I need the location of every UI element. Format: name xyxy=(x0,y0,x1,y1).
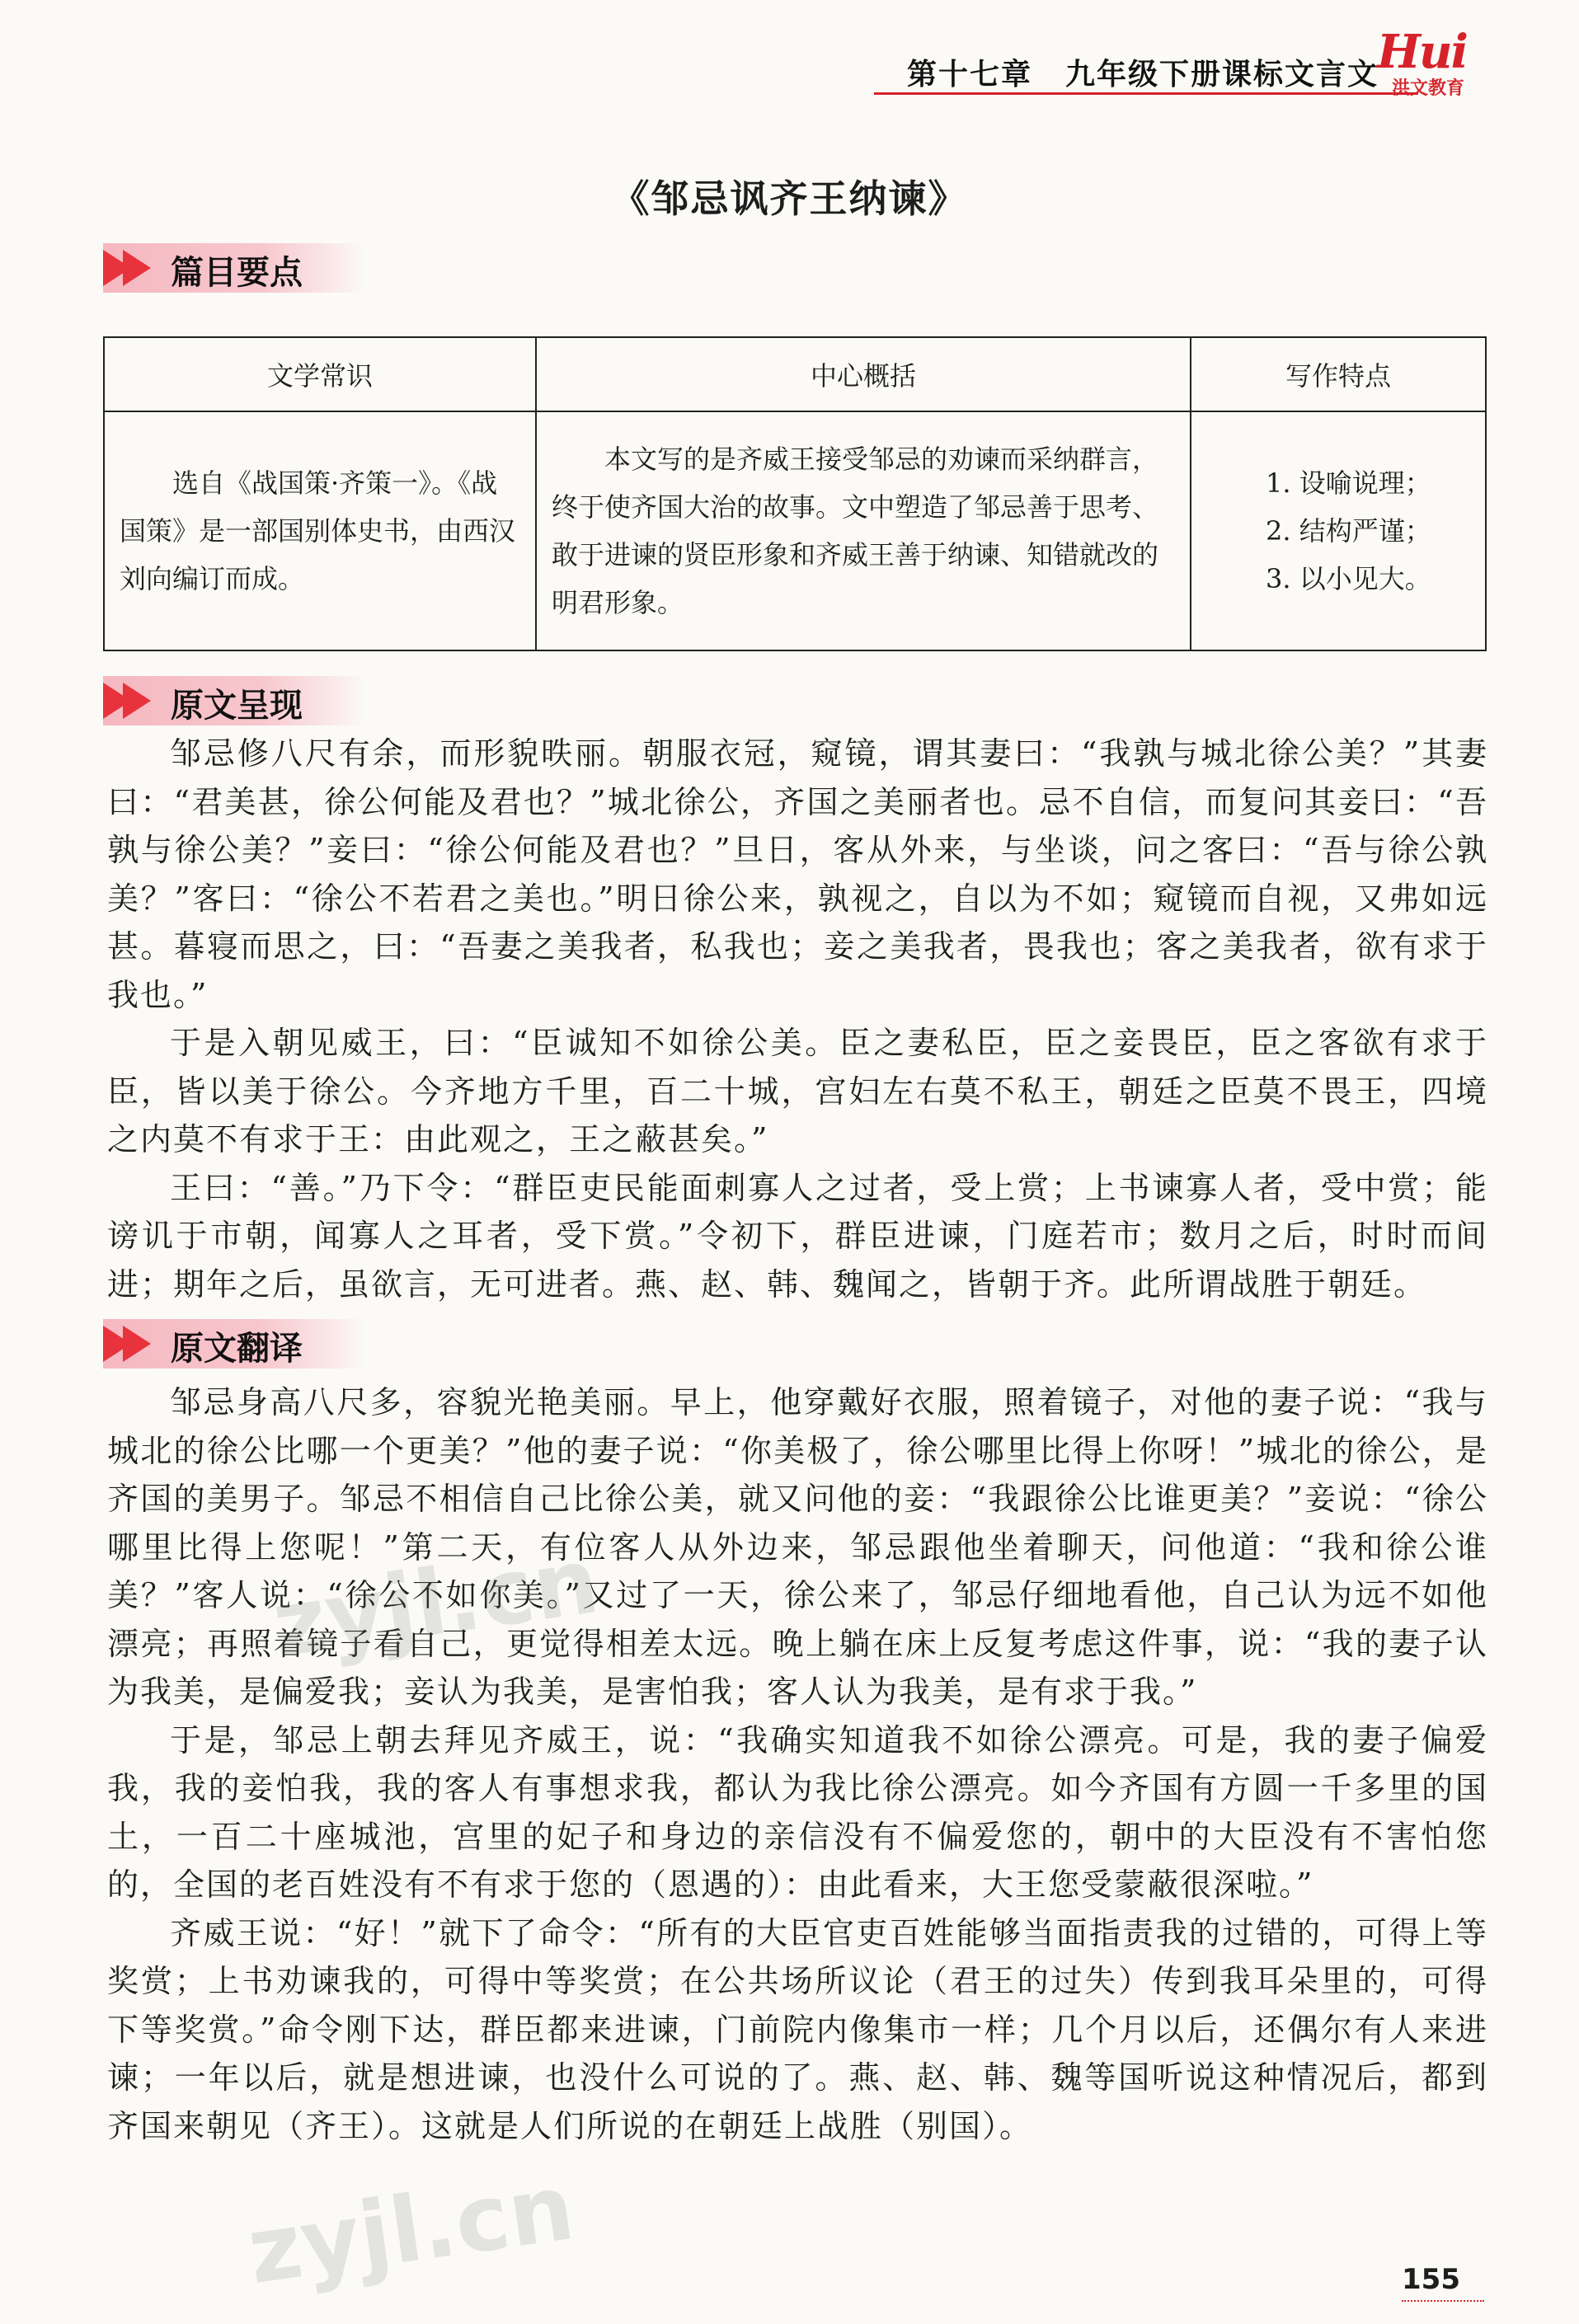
chapter-label xyxy=(907,51,1379,93)
watermark: zyjl.cn xyxy=(242,2154,580,2304)
publisher-logo xyxy=(1377,25,1492,99)
arrow-icon xyxy=(123,683,151,719)
table-header: 中心概括 xyxy=(536,337,1191,411)
paragraph: 于是，邹忌上朝去拜见齐威王，说：“我确实知道我不如徐公漂亮。可是，我的妻子偏爱我，我的妾怕我，我的客人有事想求我，都认为我比徐公漂亮。如今齐国有方圆一千多里的国土，一百二十座城池，宫里的妃子和身边的亲信没有不偏爱您的，朝中的大臣没有不害怕您的，全国的老百姓没有不有求于您的（恩遇的）：由此看来，大王您受蒙蔽很深啦。” xyxy=(107,1721,1488,1903)
table-cell-summary: 本文写的是齐威王接受邹忌的劝谏而采纳群言，终于使齐国大治的故事。文中塑造了邹忌善于思考、敢于进谏的贤臣形象和齐威王善于纳谏、知错就改的明君形象。 xyxy=(536,411,1191,650)
section-heading-translation xyxy=(103,1319,367,1369)
arrow-icon xyxy=(123,1326,151,1362)
feature-item: 2. 结构严谨； xyxy=(1266,515,1431,547)
page-title: 《邹忌讽齐王纳谏》 xyxy=(611,176,968,221)
section-label: 原文呈现 xyxy=(171,687,303,725)
paragraph: 邹忌修八尺有余，而形貌昳丽。朝服衣冠，窥镜，谓其妻曰：“我孰与城北徐公美？”其妻曰：“君美甚，徐公何能及君也？”城北徐公，齐国之美丽者也。忌不自信，而复问其妾曰：“吾孰与徐公美？”妾曰：“徐公何能及君也？”旦日，客从外来，与坐谈，问之客曰：“吾与徐公孰美？”客曰：“徐公不若君之美也。”明日徐公来，孰视之，自以为不如；窥镜而自视，又弗如远甚。暮寝而思之，曰：“吾妻之美我者，私我也；妾之美我者，畏我也；客之美我者，欲有求于我也。” xyxy=(107,735,1488,1013)
section-label: 篇目要点 xyxy=(171,254,303,292)
translation-text xyxy=(107,1378,1488,2150)
chapter-number: 第十七章 xyxy=(907,58,1033,92)
section-heading-original xyxy=(103,676,367,725)
section-label: 原文翻译 xyxy=(171,1330,303,1368)
feature-item: 1. 设喻说理； xyxy=(1266,467,1431,499)
table-header: 写作特点 xyxy=(1191,337,1486,411)
table-cell-literary: 选自《战国策·齐策一》。《战国策》是一部国别体史书，由西汉刘向编订而成。 xyxy=(104,411,536,650)
paragraph: 王曰：“善。”乃下令：“群臣吏民能面刺寡人之过者，受上赏；上书谏寡人者，受中赏；能谤讥于市朝，闻寡人之耳者，受下赏。”令初下，群臣进谏，门庭若市；数月之后，时时而间进；期年之后，虽欲言，无可进者。燕、赵、韩、魏闻之，皆朝于齐。此所谓战胜于朝廷。 xyxy=(107,1169,1488,1303)
key-points-table xyxy=(103,336,1487,651)
header-rule xyxy=(874,92,1418,95)
arrow-icon xyxy=(123,250,151,286)
table-row xyxy=(104,411,1486,650)
brand-name: 洪文教育 xyxy=(1392,78,1465,99)
paragraph: 齐威王说：“好！”就下了命令：“所有的大臣官吏百姓能够当面指责我的过错的，可得上等奖赏；上书劝谏我的，可得中等奖赏；在公共场所议论（君王的过失）传到我耳朵里的，可得下等奖赏。”命令刚下达，群臣都来进谏，门前院内像集市一样；几个月以后，还偶尔有人来进谏；一年以后，就是想进谏，也没什么可说的了。燕、赵、韩、魏等国听说这种情况后，都到齐国来朝见（齐王）。这就是人们所说的在朝廷上战胜（别国）。 xyxy=(107,1914,1488,2144)
paragraph: 邹忌身高八尺多，容貌光艳美丽。早上，他穿戴好衣服，照着镜子，对他的妻子说：“我与城北的徐公比哪一个更美？”他的妻子说：“你美极了，徐公哪里比得上你呀！”城北的徐公，是齐国的美男子。邹忌不相信自己比徐公美，就又问他的妾：“我跟徐公比谁更美？”妾说：“徐公哪里比得上您呢！”第二天，有位客人从外边来，邹忌跟他坐着聊天，问他道：“我和徐公谁美？”客人说：“徐公不如你美。”又过了一天，徐公来了，邹忌仔细地看他，自己认为远不如他漂亮；再照着镜子看自己，更觉得相差太远。晚上躺在床上反复考虑这件事，说：“我的妻子认为我美，是偏爱我；妾认为我美，是害怕我；客人认为我美，是有求于我。” xyxy=(107,1384,1488,1710)
watermark: zyjl.cn xyxy=(266,1528,605,1678)
table-cell-features xyxy=(1191,411,1486,650)
paragraph: 于是入朝见威王，曰：“臣诚知不如徐公美。臣之妻私臣，臣之妾畏臣，臣之客欲有求于臣，皆以美于徐公。今齐地方千里，百二十城，宫妇左右莫不私王，朝廷之臣莫不畏王，四境之内莫不有求于王：由此观之，王之蔽甚矣。” xyxy=(107,1025,1488,1157)
logo-mark: Hui xyxy=(1377,25,1467,79)
feature-item: 3. 以小见大。 xyxy=(1266,563,1431,594)
page-number-rule xyxy=(1402,2300,1484,2302)
table-header-row xyxy=(104,337,1486,411)
chapter-section: 九年级下册课标文言文 xyxy=(1065,58,1379,92)
table-header: 文学常识 xyxy=(104,337,536,411)
page-number: 155 xyxy=(1402,2263,1460,2296)
original-text xyxy=(107,730,1488,1308)
section-heading-key-points xyxy=(103,243,367,293)
